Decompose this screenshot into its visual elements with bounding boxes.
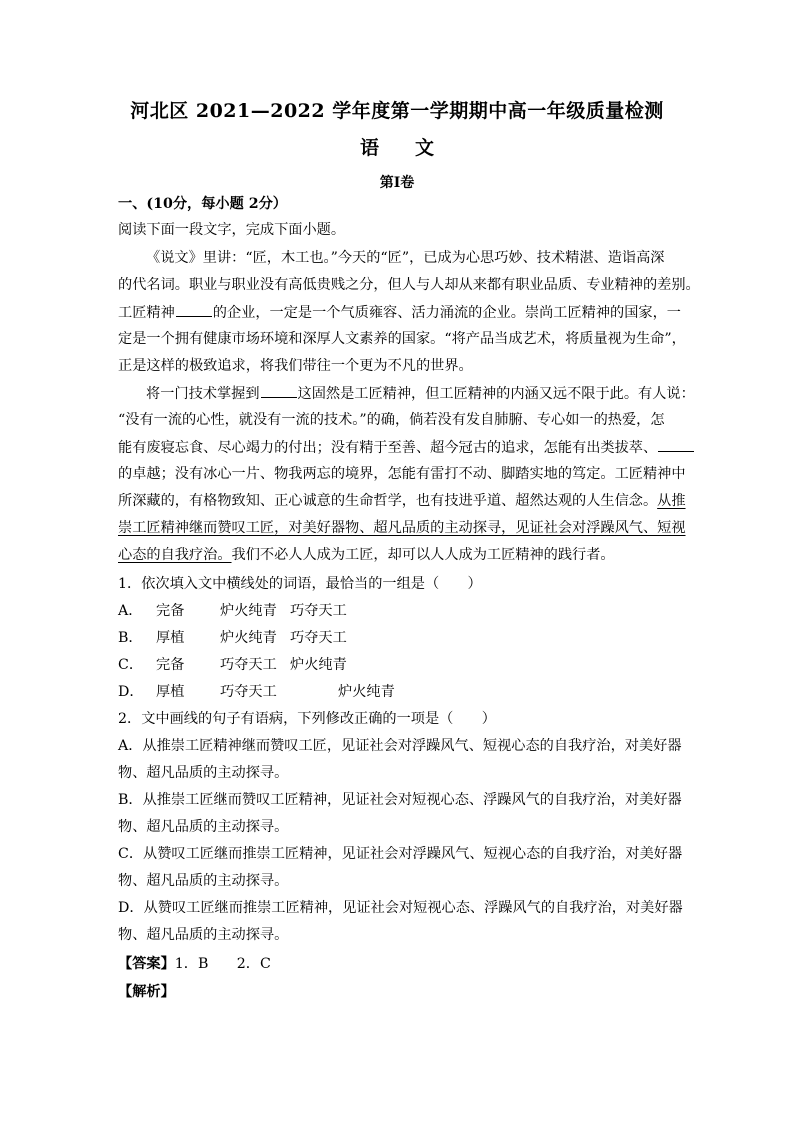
answer-tag: 【答案】 — [118, 956, 175, 972]
subject-char: 语 — [359, 137, 379, 159]
fill-blank-2 — [261, 383, 297, 398]
question-2-stem: 2．文中画线的句子有语病，下列修改正确的一项是（ ） — [118, 711, 496, 727]
option-word: 炉火纯青 — [220, 603, 277, 619]
passage-line: 《说文》里讲：“匠，木工也。”今天的“匠”，已成为心思巧妙、技术精湛、造诣高深 — [146, 250, 665, 266]
passage-line — [146, 383, 706, 404]
question-2-option: C．从赞叹工匠继而推崇工匠精神，见证社会对浮躁风气、短视心态的自我疗治，对美好器 — [118, 846, 683, 862]
question-2-option: D．从赞叹工匠继而推崇工匠精神，见证社会对短视心态、浮躁风气的自我疗治，对美好器 — [118, 900, 683, 916]
option-label: A． — [118, 603, 143, 619]
option-word: 厚植 — [156, 684, 185, 700]
option-word: 巧夺天工 — [290, 603, 347, 619]
passage-line: 定是一个拥有健康市场环境和深厚人文素养的国家。“将产品当成艺术，将质量视为生命”， — [118, 331, 686, 347]
passage-line — [118, 491, 686, 511]
passage-line: “没有一流的心性，就没有一流的技术。”的确，倘若没有发自肺腑、专心如一的热爱，怎 — [118, 412, 665, 428]
question-2-option: A．从推崇工匠精神继而赞叹工匠，见证社会对浮躁风气、短视心态的自我疗治，对美好器 — [118, 738, 682, 754]
underlined-sentence: 崇工匠精神继而赞叹工匠，对美好器物、超凡品质的主动探寻，见证社会对浮躁风气、短视 — [118, 520, 686, 536]
option-word: 巧夺天工 — [220, 684, 277, 700]
section-heading: 一、(10分，每小题 2分） — [118, 196, 287, 212]
passage-line: 正是这样的极致追求，将我们带往一个更为不凡的世界。 — [118, 358, 473, 374]
fill-blank-3 — [658, 437, 694, 452]
option-word: 巧夺天工 — [290, 630, 347, 646]
subject-title — [0, 133, 794, 160]
option-word: 炉火纯青 — [290, 657, 347, 673]
passage-text: 工匠精神 — [118, 305, 175, 321]
passage-text: 能有废寝忘食、尽心竭力的付出；没有精于至善、超今冠古的追求，怎能有出类拔萃、 — [118, 440, 658, 456]
option-word: 炉火纯青 — [338, 684, 395, 700]
subject-char: 文 — [415, 137, 435, 159]
question-1-option — [118, 682, 678, 702]
underlined-sentence: 从推 — [657, 493, 686, 509]
exam-title: 河北区 2021—2022 学年度第一学期期中高一年级质量检测 — [130, 100, 664, 122]
question-2-option: B．从推崇工匠继而赞叹工匠精神，见证社会对短视心态、浮躁风气的自我疗治，对美好器 — [118, 792, 682, 808]
analysis-tag: 【解析】 — [118, 984, 175, 1000]
volume-label: 第Ⅰ卷 — [379, 175, 415, 191]
option-word: 完备 — [156, 603, 185, 619]
option-word: 完备 — [156, 657, 185, 673]
instruction-text: 阅读下面一段文字，完成下面小题。 — [118, 222, 346, 238]
passage-line — [118, 437, 678, 458]
underlined-sentence: 心态的自我疗治。 — [118, 547, 232, 563]
answer-line — [118, 954, 678, 974]
passage-line: 的代名词。职业与职业没有高低贵贱之分，但人与人却从来都有职业品质、专业精神的差别。 — [118, 277, 700, 293]
question-1-option — [118, 655, 678, 675]
passage-line — [118, 545, 678, 565]
option-word: 巧夺天工 — [220, 657, 277, 673]
question-2-option-cont: 物、超凡品质的主动探寻。 — [118, 819, 289, 835]
passage-text: 所深藏的，有格物致知、正心诚意的生命哲学，也有技进乎道、超然达观的人生信念。 — [118, 493, 658, 509]
question-1-option — [118, 628, 678, 648]
passage-text: 我们不必人人成为工匠，却可以人人成为工匠精神的践行者。 — [231, 547, 615, 563]
question-2-option-cont: 物、超凡品质的主动探寻。 — [118, 765, 289, 781]
question-1-stem: 1．依次填入文中横线处的词语，最恰当的一组是（ ） — [118, 576, 482, 592]
question-1-option — [118, 601, 678, 621]
fill-blank-1 — [176, 302, 212, 317]
passage-text: 将一门技术掌握到 — [146, 386, 260, 402]
passage-text: 的企业，一定是一个气质雍容、活力涌流的企业。崇尚工匠精神的国家，一 — [212, 305, 681, 321]
option-label: B． — [118, 630, 143, 646]
answer-text: 1．B 2．C — [174, 956, 271, 972]
option-word: 厚植 — [156, 630, 185, 646]
option-label: C． — [118, 657, 144, 673]
passage-line: 的卓越；没有冰心一片、物我两忘的境界，怎能有雷打不动、脚踏实地的笃定。工匠精神中 — [118, 466, 686, 482]
question-2-option-cont: 物、超凡品质的主动探寻。 — [118, 927, 289, 943]
passage-text: 这固然是工匠精神，但工匠精神的内涵又远不限于此。有人说： — [297, 386, 695, 402]
question-2-option-cont: 物、超凡品质的主动探寻。 — [118, 873, 289, 889]
passage-line — [118, 302, 681, 323]
option-word: 炉火纯青 — [220, 630, 277, 646]
option-label: D． — [118, 684, 144, 700]
